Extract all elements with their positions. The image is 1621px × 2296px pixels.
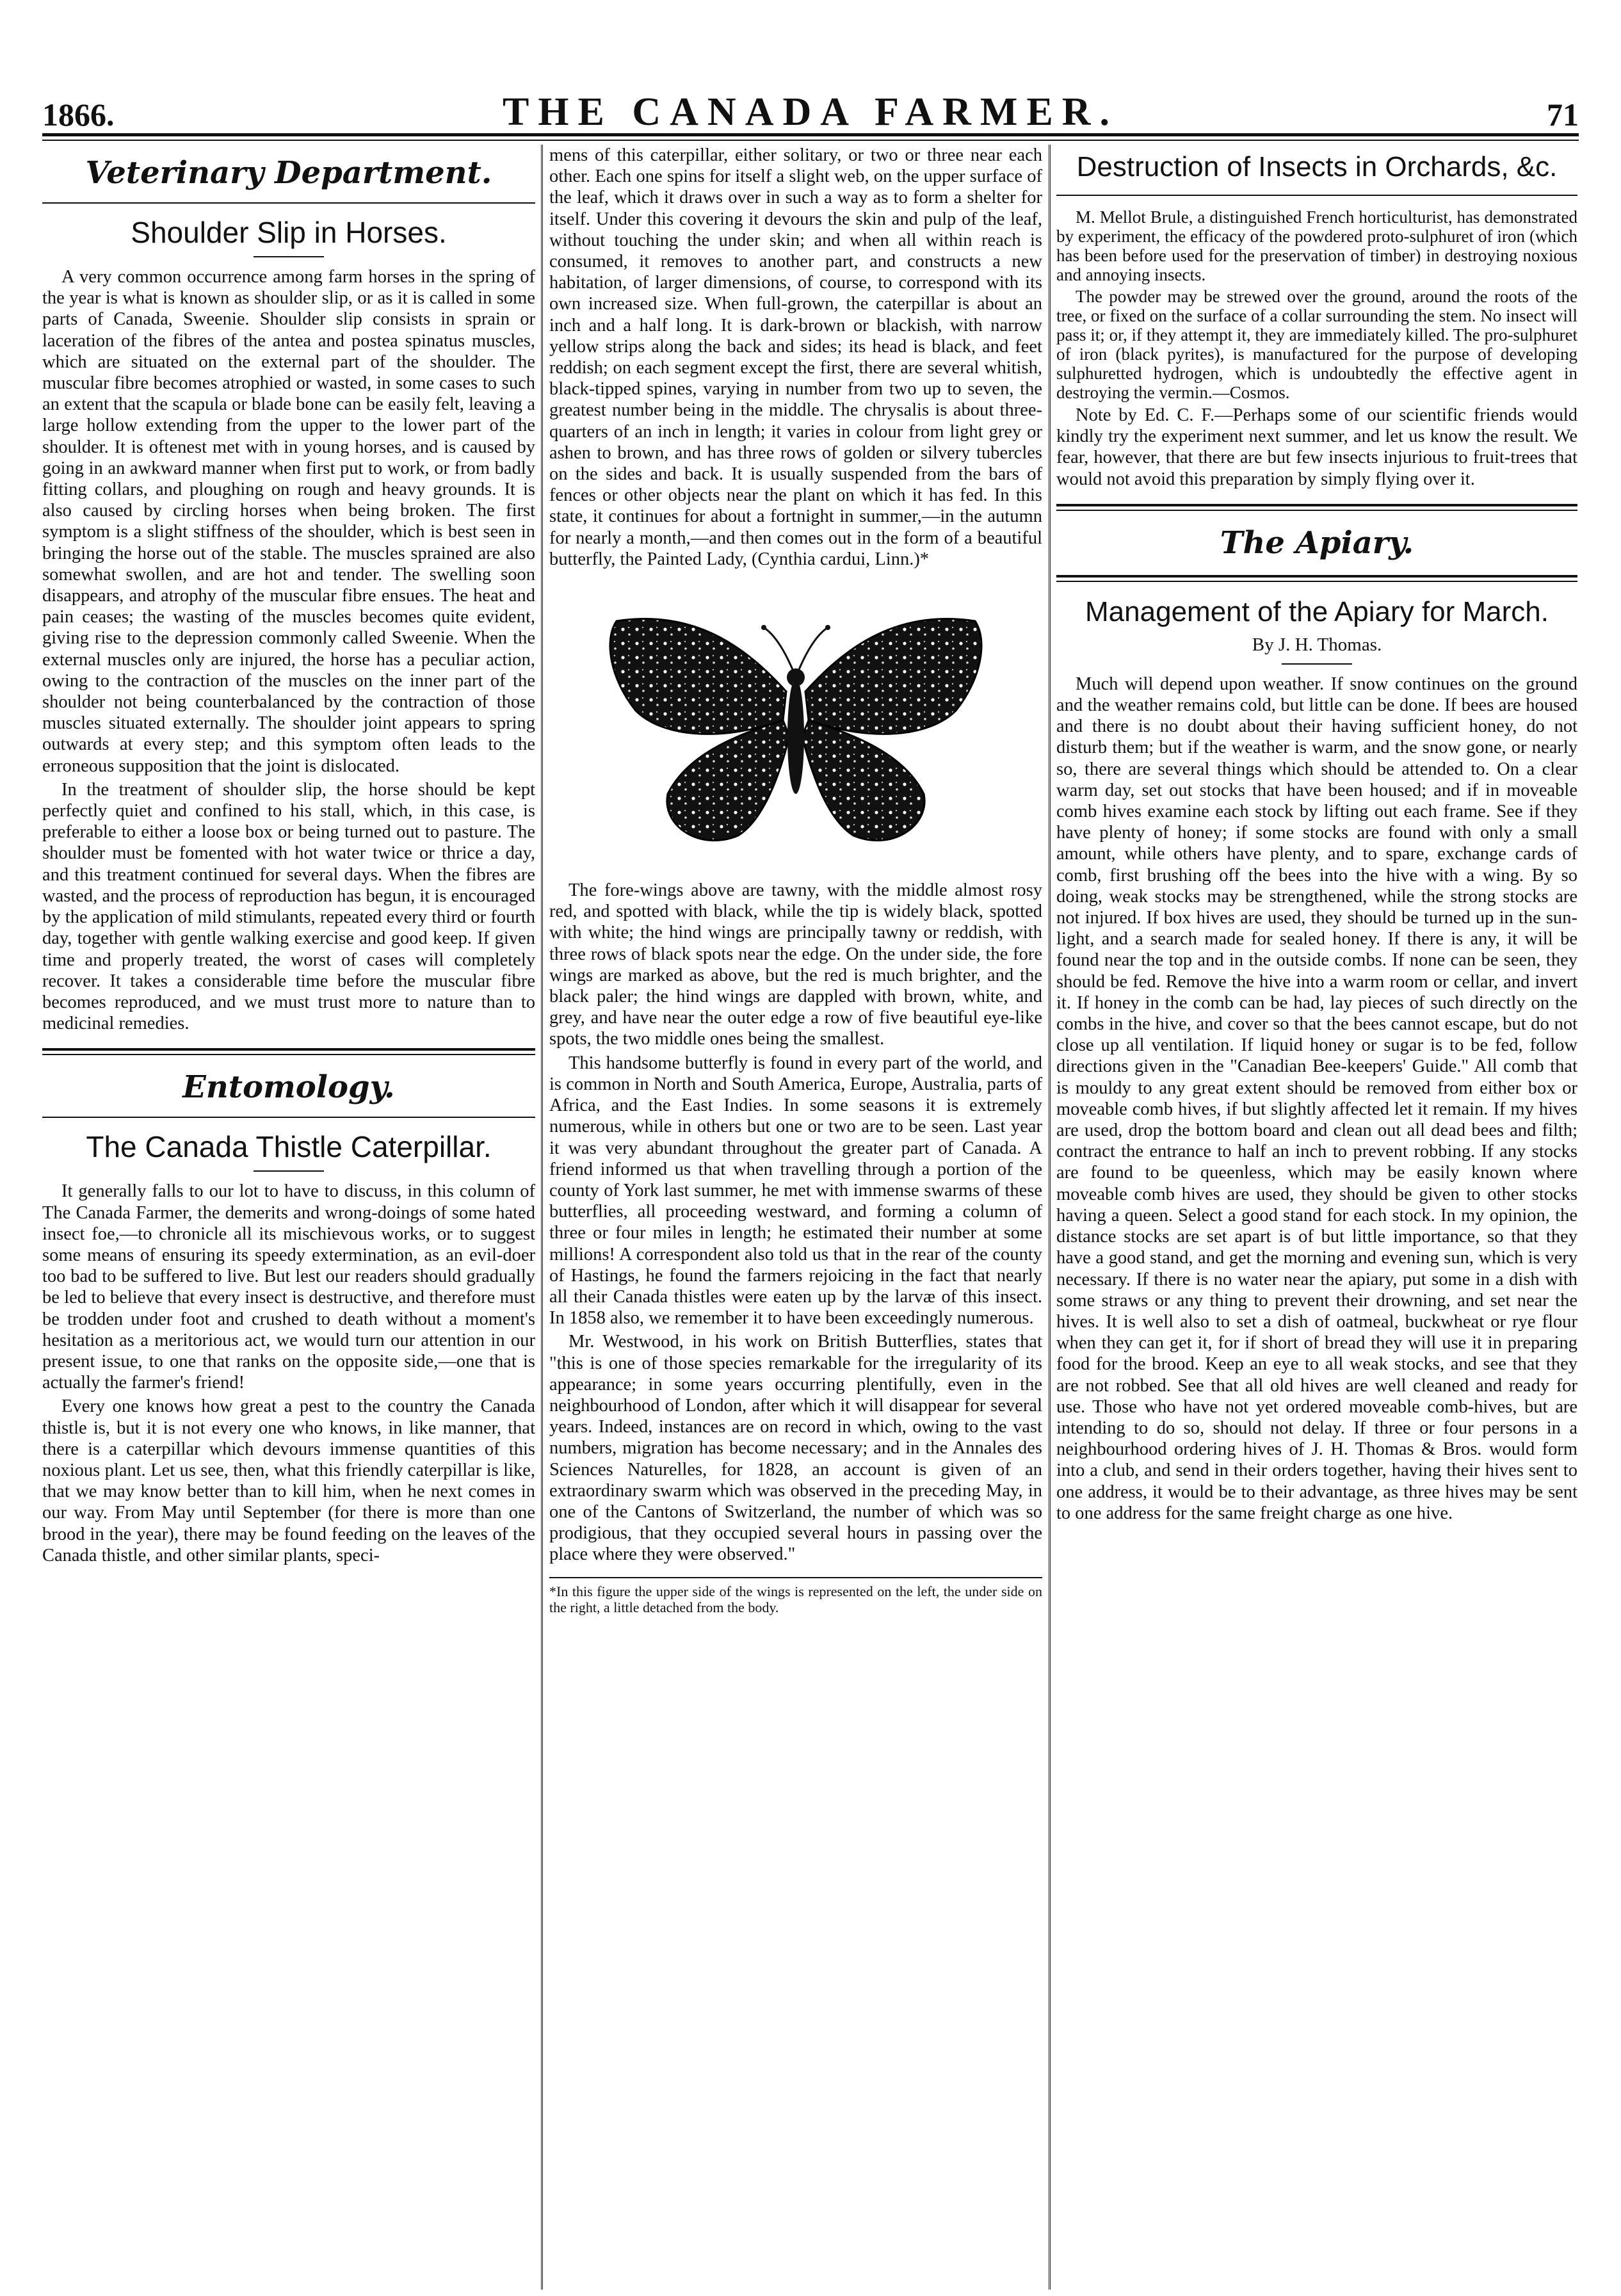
- section-divider: [1056, 504, 1577, 511]
- newspaper-title: THE CANADA FARMER.: [502, 90, 1119, 134]
- butterfly-icon: [591, 583, 1001, 864]
- section-heading-apiary: The Apiary.: [1220, 524, 1414, 561]
- byline: By J. H. Thomas.: [1252, 634, 1382, 655]
- header-rule: [42, 133, 1579, 136]
- section-heading-veterinary: Veterinary Department.: [85, 155, 492, 191]
- section-heading-entomology: Entomology.: [182, 1069, 395, 1106]
- paragraph: Much will depend upon weather. If snow continues on the ground and the weather remains cold, but little can be done. If bees are housed and there is no doubt about their having sufficient honey, do not disturb them; but if the weather is warm, and the snow gone, or nearly so, there are several things which should be attended to. On a clear warm day, set out stocks that have been housed; and if in moveable comb hives examine each stock by lifting out each frame. See if they have plenty of honey; if some stocks are found with only a small amount, while others have plenty, and to spare, exchange cards of comb, first brushing off the bees into the hive with a wing. By so doing, weak stocks may be strengthened, while the strong stocks are not injured. If box hives are used, they should be turned up in the sun-light, and a search made for sealed honey. If there is any, it will be found near the top and in the outside combs. If none can be seen, they should be fed. Remove the hive into a warm room or cellar, and invert it. If honey in the comb can be had, lay pieces of such directly on the combs in the hive, and cover so that the bees cannot escape, but do not close up all ventilation. If liquid honey or sugar is to be fed, follow directions given in the "Canadian Bee-keepers' Guide." All comb that is mouldy to any great extent should be removed from either box or moveable comb hives, if but slightly affected let it remain. If my hives are used, drop the bottom board and clean out all dead bees and filth; contract the entrance to half an inch to prevent robbing. If any stocks are found to be queenless, which may be easily known where moveable comb hives are used, they should be given to other stocks having a queen. Select a good stand for each stock. In my opinion, the distance stocks are set apart is of but little importance, so that they have a good stand, and get the morning and evening sun, which is very necessary. If there is no water near the apiary, put some in a dish with some straws or any thing to prevent their drowning, and set near the hives. It is well also to set a dish of oatmeal, buckwheat or rye flour when they can get it, for if short of bread they will use it in preparing food for the brood. Keep an eye to all weak stocks, and see that they are not robbed. See that all old hives are well cleaned and ready for use. Those who have not yet ordered moveable comb-hives, but are intending to do so, should not delay. If three or four persons in a neighbourhood ordering hives of J. H. Thomas & Bros. would form into a club, and send in their orders together, having their hives sent to one address, it would be to their advantage, as three hives may be sent to one address for the same freight charge as one hive.: [1056, 674, 1577, 1523]
- paragraph: Note by Ed. C. F.—Perhaps some of our scientific friends would kindly try the experiment next summer, and let us know the result. We fear, however, that there are but few insects injurious to fruit-trees that would not avoid this preparation by simply flying over it.: [1056, 405, 1577, 489]
- divider: [1056, 195, 1577, 196]
- column-divider: [541, 145, 543, 2290]
- paragraph: Mr. Westwood, in his work on British Butterflies, states that "this is one of those species remarkable for the irregularity of its appearance; in some years occurring plentifully, even in the neighbourhood of London, after which it will disappear for several years. Indeed, instances are on record in which, owing to the vast numbers, migration has become necessary; and in the Annales des Sciences Naturelles, for 1828, an account is given of an extraordinary swarm which was observed in the preceding May, in one of the Cantons of Switzerland, the number of which was so prodigious, that they occupied several hours in passing over the place where they were observed.": [549, 1332, 1042, 1565]
- paragraph: Every one knows how great a pest to the country the Canada thistle is, but it is not every one who knows, in like manner, that there is a caterpillar which devours immense quantities of this noxious plant. Let us see, then, what this friendly caterpillar is like, that we may know better than to kill him, when he next comes in our way. From May until September (for there is more than one brood in the year), there may be found feeding on the leaves of the Canada thistle, and other similar plants, speci-: [42, 1396, 535, 1565]
- column-divider: [1049, 145, 1051, 2290]
- paragraph: mens of this caterpillar, either solitary, or two or three near each other. Each one spins for itself a slight web, on the upper surface of the leaf, which it draws over in such a way as to form a shelter for itself. Under this covering it devours the skin and pulp of the leaf, without touching the under skin; and when all within reach is consumed, it removes to another part, and constructs a new habitation, of larger dimensions, of course, to correspond with its own increased size. When full-grown, the caterpillar is about an inch and a half long. It is dark-brown or blackish, with narrow yellow strips along the back and sides; its head is black, and feet reddish; on each segment except the first, there are several whitish, black-tipped spines, varying in number from two up to seven, the greatest number being in the middle. The chrysalis is about three-quarters of an inch in length; it varies in colour from light grey or ashen to brown, and has three rows of golden or silvery tubercles on the sides and back. It is usually suspended from the bars of fences or other objects near the plant on which it has fed. In this state, it continues for about a fortnight in summer,—in the autumn for nearly a month,—and then comes out in the form of a beautiful butterfly, the Painted Lady, (Cynthia cardui, Linn.)*: [549, 145, 1042, 569]
- paragraph: The powder may be strewed over the ground, around the roots of the tree, or fixed on the surface of a collar surrounding the stem. No insect will pass it; or, if they attempt it, they are immediately killed. The pro-sulphuret of iron (black pyrites), is manufactured for the purpose of developing sulphuretted hydrogen, which is undoubtedly the effective agent in destroying the vermin.—Cosmos.: [1056, 287, 1577, 402]
- article-title-destruction-insects: Destruction of Insects in Orchards, &c.: [1076, 151, 1558, 182]
- butterfly-illustration: [549, 583, 1042, 864]
- section-divider: [42, 1048, 535, 1055]
- column-2: [549, 145, 1042, 2290]
- article-title-shoulder-slip: Shoulder Slip in Horses.: [131, 216, 447, 249]
- paragraph: In the treatment of shoulder slip, the horse should be kept perfectly quiet and confined to his stall, which, in this case, is preferable to either a loose box or being turned out to pasture. The shoulder must be fomented with hot water twice or thrice a day, and this treatment continued for several days. When the fibres are wasted, and the process of reproduction has begun, it is encouraged by the application of mild stimulants, repeated every third or fourth day, together with gentle walking exercise and good keep. If given time and properly treated, the worst of cases will completely recover. It takes a considerable time before the muscular fibre becomes reproduced, and we must trust more to nature than to medicinal remedies.: [42, 779, 535, 1034]
- paragraph: It generally falls to our lot to have to discuss, in this column of The Canada Farmer, the demerits and wrong-doings of some hated insect foe,—to chronicle all its mischievous works, or to suggest some means of ensuring its speedy extermination, as an evil-doer too bad to be suffered to live. But lest our readers should gradually be led to believe that every insect is destructive, and therefore must be trodden under foot and crushed to death without a moment's hesitation as a meritorious act, we would turn our attention in our present issue, to one that ranks on the opposite side,—one that is actually the farmer's friend!: [42, 1181, 535, 1393]
- divider: [42, 1117, 535, 1118]
- column-1: [42, 145, 535, 2290]
- paragraph: A very common occurrence among farm horses in the spring of the year is what is known as shoulder slip, or as it is called in some parts of Canada, Sweenie. Shoulder slip consists in sprain or laceration of the fibres of the antea and postea spinatus muscles, which are situated on the external part of the shoulder. The muscular fibre becomes atrophied or wasted, in some cases to such an extent that the scapula or blade bone can be easily felt, leaving a large hollow extending from the upper to the lower part of the shoulder. It is oftenest met with in young horses, and is caused by going in an awkward manner when first put to work, or from badly fitting collars, and ploughing on rough and heavy grounds. It is also caused by circling horses when being broken. The first symptom is a slight stiffness of the shoulder, which is best seen in bringing the horse out of the stable. The muscles sprained are also somewhat swollen, and are hot and tender. The swelling soon disappears, and atrophy of the muscular fibre ensues. The heat and pain ceases; the wasting of the muscles becomes quite evident, giving rise to the depression commonly called Sweenie. When the external muscles only are injured, the horse has a peculiar action, owing to the contraction of the muscles on the inner part of the shoulder not being counterbalanced by the contraction of those muscles situated externally. The shoulder joint appears to spring outwards at every step; and this symptom often leads to the erroneous supposition that the joint is dislocated.: [42, 267, 535, 776]
- article-title-thistle-caterpillar: The Canada Thistle Caterpillar.: [86, 1130, 492, 1164]
- section-divider: [1056, 575, 1577, 582]
- page-number: 71: [1547, 97, 1579, 133]
- paragraph: M. Mellot Brule, a distinguished French horticulturist, has demonstrated by experiment, the efficacy of the powdered proto-sulphuret of iron (which has been before used for the preservation of timber) in destroying noxious and annoying insects.: [1056, 207, 1577, 284]
- footnote: *In this figure the upper side of the wings is represented on the left, the under side on the right, a little detached from the body.: [549, 1577, 1042, 1615]
- title-rule: [254, 256, 324, 257]
- page-header: [42, 8, 1579, 136]
- issue-year: 1866.: [42, 97, 115, 133]
- title-rule: [254, 1170, 324, 1172]
- article-title-apiary-march: Management of the Apiary for March.: [1085, 595, 1549, 627]
- paragraph: The fore-wings above are tawny, with the middle almost rosy red, and spotted with black, while the tip is widely black, spotted with white; the hind wings are principally tawny or reddish, with three rows of black spots near the edge. On the under side, the fore wings are marked as above, but the red is much brighter, and the black paler; the hind wings are dappled with brown, white, and grey, and have near the outer edge a row of five beautiful eye-like spots, the two middle ones being the smallest.: [549, 880, 1042, 1049]
- column-3: [1056, 145, 1577, 2290]
- title-rule: [1282, 663, 1352, 665]
- divider: [42, 202, 535, 204]
- header-rule-thin: [42, 140, 1579, 141]
- paragraph: This handsome butterfly is found in every part of the world, and is common in North and South America, Europe, Australia, parts of Africa, and the East Indies. In some seasons it is extremely numerous, while in others but one or two are to be seen. Last year it was very abundant throughout the greater part of Canada. A friend informed us that when travelling through a portion of the county of York last summer, he met with immense swarms of these butterflies, all proceeding westward, and forming a column of three or four miles in length; he estimated their number at some millions! A correspondent also told us that in the rear of the county of Hastings, he found the farmers rejoicing in the fact that nearly all their Canada thistles were eaten up by the larvæ of this insect. In 1858 also, we remember it to have been exceedingly numerous.: [549, 1053, 1042, 1329]
